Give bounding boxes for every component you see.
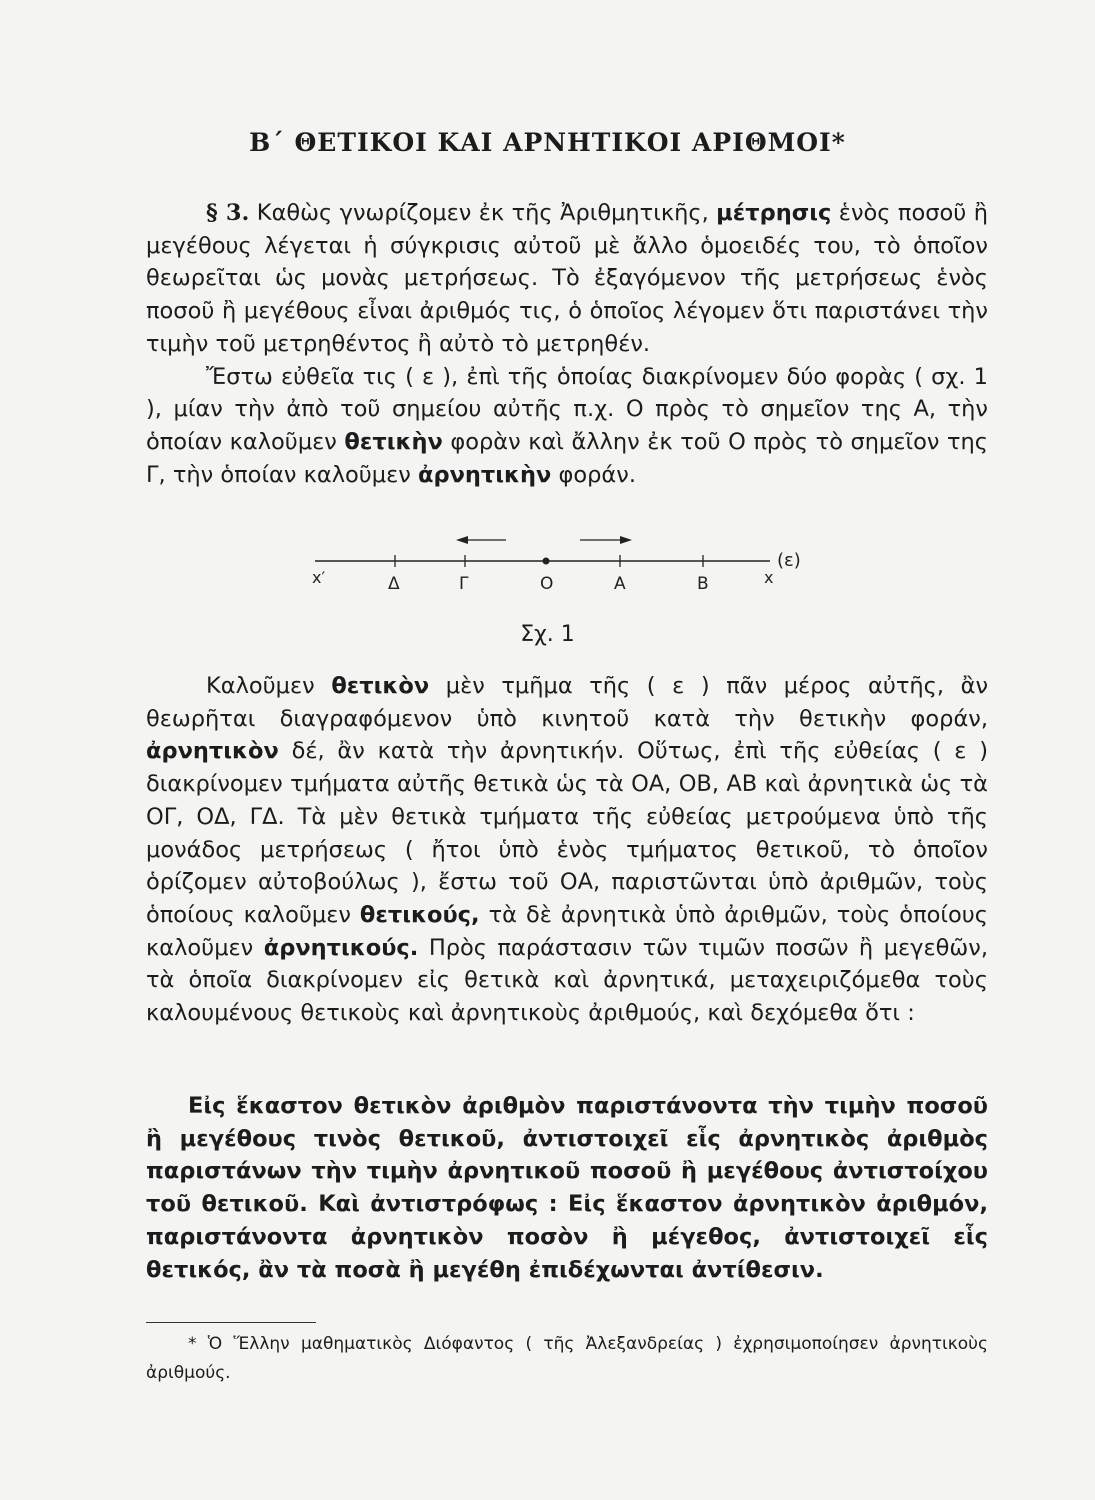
term-negative-numbers: ἀρνητικούς.	[263, 934, 419, 961]
section-number: § 3.	[206, 200, 250, 226]
term-positive-direction: θετικὴν	[344, 428, 443, 455]
label-gamma: Γ	[459, 574, 469, 594]
term-negative-direction: ἀρνητικὴν	[418, 461, 552, 488]
label-o: Ο	[540, 574, 554, 594]
paragraph-directions: Ἔστω εὐθεῖα τις ( ε ), ἐπὶ τῆς ὁποίας διακρίνομεν δύο φορὰς ( σχ. 1 ), μίαν τὴν ἀπὸ τοῦ σημείου αὐτῆς π.χ. Ο πρὸς τὸ σημεῖον της Α, τὴν ὁποίαν καλοῦμεν θετικὴν φορὰν καὶ ἄλλην ἐκ τοῦ Ο πρὸς τὸ σημεῖον της Γ, τὴν ὁποίαν καλοῦμεν ἀρνητικὴν φοράν.	[146, 363, 988, 488]
footnote: * Ὁ Ἕλλην μαθηματικὸς Διόφαντος ( τῆς Ἀλεξανδρείας ) ἐχρησιμοποίησεν ἀρνητικοὺς ἀριθμούς.	[146, 1334, 988, 1383]
segments-text-block	[146, 670, 988, 1030]
paragraph-measurement: § 3. Καθὼς γνωρίζομεν ἐκ τῆς Ἀριθμητικῆς, μέτρησις ἑνὸς ποσοῦ ἢ μεγέθους λέγεται ἡ σύγκρισις αὐτοῦ μὲ ἄλλο ὁμοειδές του, τὸ ὁποῖον θεωρεῖται ὡς μονὰς μετρήσεως. Τὸ ἐξαγόμενον τῆς μετρήσεως ἑνὸς ποσοῦ ἢ μεγέθους εἶναι ἀριθμός τις, ὁ ὁποῖος λέγομεν ὅτι παριστάνει τὴν τιμὴν τοῦ μετρηθέντος ἢ αὐτὸ τὸ μετρηθέν.	[146, 200, 988, 357]
point-origin	[543, 558, 550, 565]
arrow-right-head	[620, 536, 632, 544]
definition-rule: Εἰς ἕκαστον θετικὸν ἀριθμὸν παριστάνοντα τὴν τιμὴν ποσοῦ ἢ μεγέθους τινὸς θετικοῦ, ἀντιστοιχεῖ εἷς ἀρνητικὸς ἀριθμὸς παριστάνων τὴν τιμὴν ἀρνητικοῦ ποσοῦ ἢ μεγέθους ἀντιστοίχου τοῦ θετικοῦ. Καὶ ἀντιστρόφως : Εἰς ἕκαστον ἀρνητικὸν ἀριθμόν, παριστάνοντα ἀρνητικὸν ποσὸν ἢ μέγεθος, ἀντιστοιχεῖ εἷς θετικός, ἂν τὰ ποσὰ ἢ μεγέθη ἐπιδέχωνται ἀντίθεσιν.	[146, 1093, 988, 1283]
term-positive: θετικὸν	[331, 673, 430, 699]
term-negative: ἀρνητικὸν	[146, 738, 279, 765]
chapter-title: Β΄ ΘΕΤΙΚΟΙ ΚΑΙ ΑΡΝΗΤΙΚΟΙ ΑΡΙΘΜΟΙ*	[249, 128, 846, 157]
arrow-left-head	[456, 536, 468, 544]
paragraph-segments: Καλοῦμεν θετικὸν μὲν τμῆμα τῆς ( ε ) πᾶν μέρος αὐτῆς, ἂν θεωρῆται διαγραφόμενον ὑπὸ κινητοῦ κατὰ τὴν θετικὴν φοράν, ἀρνητικὸν δέ, ἂν κατὰ τὴν ἀρνητικήν. Οὕτως, ἐπὶ τῆς εὐθείας ( ε ) διακρίνομεν τμήματα αὐτῆς θετικὰ ὡς τὰ ΟΑ, ΟΒ, ΑΒ καὶ ἀρνητικὰ ὡς τὰ ΟΓ, ΟΔ, ΓΔ. Τὰ μὲν θετικὰ τμήματα τῆς εὐθείας μετρούμενα ὑπὸ τῆς μονάδος μετρήσεως ( ἤτοι ὑπὸ ἑνὸς τμήματος θετικοῦ, τὸ ὁποῖον ὁρίζομεν αὐτοβούλως ), ἔστω τοῦ ΟΑ, παριστῶνται ὑπὸ ἀριθμῶν, τοὺς ὁποίους καλοῦμεν θετικούς, τὰ δὲ ἀρνητικὰ ὑπὸ ἀριθμῶν, τοὺς ὁποίους καλοῦμεν ἀρνητικούς. Πρὸς παράστασιν τῶν τιμῶν ποσῶν ἢ μεγεθῶν, τὰ ὁποῖα διακρίνομεν εἰς θετικὰ καὶ ἀρνητικά, μεταχειριζόμεθα τοὺς καλουμένους θετικοὺς καὶ ἀρνητικοὺς ἀριθμούς, καὶ δεχόμεθα ὅτι :	[146, 673, 989, 1027]
label-x: x	[764, 568, 774, 587]
label-x-prime: x′	[312, 568, 326, 587]
term-positive-numbers: θετικούς,	[359, 901, 480, 928]
label-a: Α	[614, 574, 626, 594]
figure-number-line	[300, 526, 840, 606]
term-measurement: μέτρησις	[716, 200, 832, 226]
footnote-divider	[146, 1322, 316, 1323]
label-epsilon: (ε)	[777, 550, 801, 571]
label-delta: Δ	[388, 574, 400, 594]
figure-caption: Σχ. 1	[520, 622, 575, 647]
intro-text-block	[146, 197, 988, 491]
label-b: Β	[697, 574, 709, 594]
